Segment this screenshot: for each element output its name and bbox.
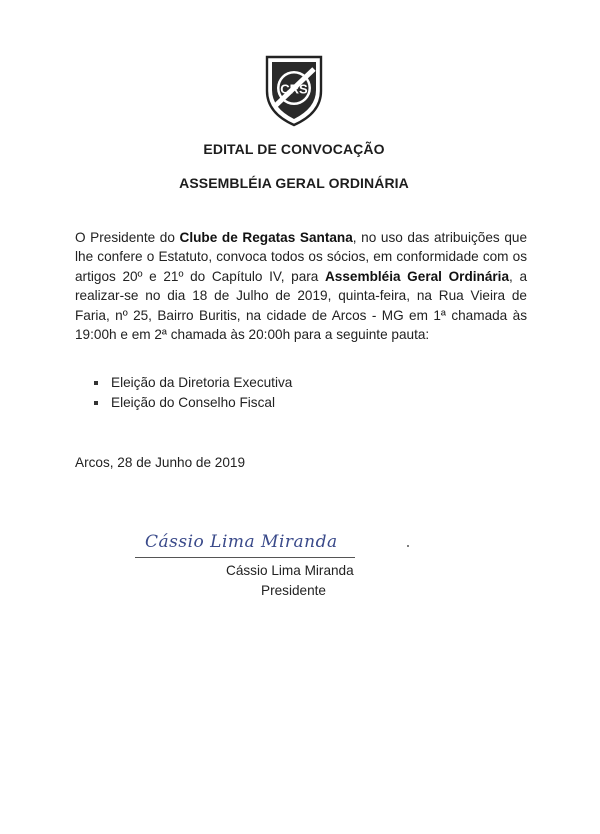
- body-part-3: , a realizar-se no dia 18 de Julho de 2019, quinta-feira, na Rua Vieira de Faria, nº 25, Bairro Buritis, na cidade de Arcos - MG em 1ª chamada às 19:00h e em 2ª chamada às 20:00h para a seguinte pauta:: [75, 268, 528, 343]
- assembly-name: Assembléia Geral Ordinária: [324, 268, 510, 284]
- agenda-list: [92, 373, 292, 413]
- signer-name: Cássio Lima Miranda: [226, 563, 354, 578]
- signature-line: [135, 557, 355, 558]
- agenda-item: Eleição da Diretoria Executiva: [92, 373, 292, 393]
- document-title: EDITAL DE CONVOCAÇÃO: [203, 141, 385, 157]
- document-subtitle: ASSEMBLÉIA GERAL ORDINÁRIA: [179, 175, 409, 191]
- body-part-2: , no uso das atribuições que lhe confere o Estatuto, convoca todos os sócios, em conformidade com os artigos 20º e 21º do Capítulo IV, para: [75, 230, 527, 284]
- convocation-paragraph: [75, 228, 527, 344]
- club-crest-logo: [264, 55, 324, 127]
- club-name: Clube de Regatas Santana: [179, 230, 353, 245]
- body-part-1: O Presidente do: [75, 230, 180, 245]
- agenda-item: Eleição do Conselho Fiscal: [92, 393, 292, 413]
- place-and-date: Arcos, 28 de Junho de 2019: [75, 455, 246, 470]
- handwritten-signature: Cássio Lima Miranda: [145, 532, 338, 552]
- ink-dot: [407, 545, 409, 547]
- crest-initials: CRS: [280, 81, 308, 97]
- signer-role: Presidente: [261, 583, 326, 598]
